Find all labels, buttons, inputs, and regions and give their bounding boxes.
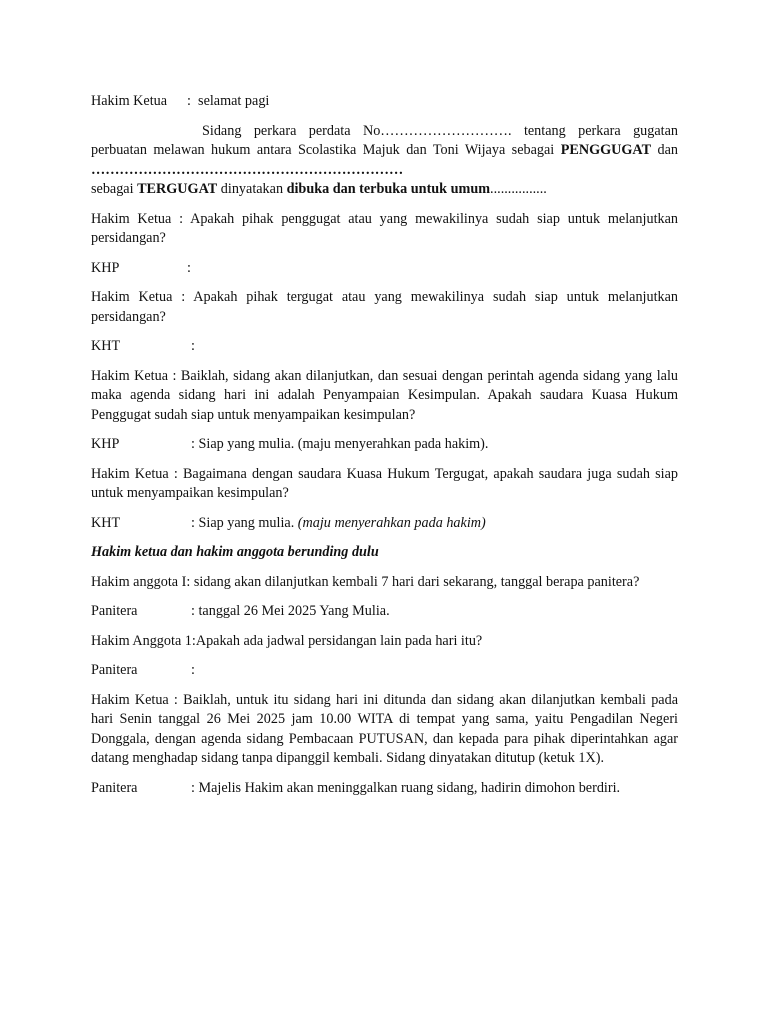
paragraph-hakim-anggota-2: Hakim Anggota 1:Apakah ada jadwal persidangan lain pada hari itu? xyxy=(91,632,483,649)
paragraph-kht-2 xyxy=(91,514,678,534)
paragraph-panitera-1 xyxy=(91,602,678,622)
penggugat-label: PENGGUGAT xyxy=(560,142,652,158)
speaker-label: KHP xyxy=(91,259,120,276)
speech-text: : tanggal 26 Mei 2025 Yang Mulia. xyxy=(191,603,390,619)
paragraph-panitera-2 xyxy=(91,661,678,681)
paragraph-hakim-ketua-3: Hakim Ketua : Baiklah, sidang akan dilanjutkan, dan sesuai dengan perintah agenda sidang yang lalu maka agenda sidang hari ini adalah Penyampaian Kesimpulan. Apakah saudara Kuasa Hukum Penggugat sudah siap untuk menyampaikan kesimpulan? xyxy=(91,367,678,423)
paragraph-panitera-3 xyxy=(91,779,678,799)
separator: : xyxy=(191,338,195,354)
paragraph-deliberation xyxy=(91,543,678,563)
separator: : xyxy=(187,93,191,109)
separator: : xyxy=(191,662,195,678)
speaker-label: Panitera xyxy=(91,662,138,678)
dinyatakan-text: dinyatakan xyxy=(220,181,284,197)
separator: : xyxy=(187,259,191,276)
dotted-fill: ………………………………………………………… xyxy=(91,161,404,178)
paragraph-hakim-ketua-1: Hakim Ketua : Apakah pihak penggugat atau yang mewakilinya sudah siap untuk melanjutkan persidangan? xyxy=(91,210,678,246)
paragraph-hakim-ketua-4: Hakim Ketua : Bagaimana dengan saudara Kuasa Hukum Tergugat, apakah saudara juga sudah siap untuk menyampaikan kesimpulan? xyxy=(91,465,678,501)
paragraph-opening xyxy=(91,122,678,200)
paragraph-hakim-ketua-2: Hakim Ketua : Apakah pihak tergugat atau yang mewakilinya sudah siap untuk melanjutkan persidangan? xyxy=(91,289,678,325)
speech-text: : Siap yang mulia. (maju menyerahkan pada hakim). xyxy=(191,436,489,452)
dibuka-text: dibuka dan terbuka untuk umum xyxy=(286,181,491,197)
speaker-label: KHT xyxy=(91,338,121,354)
paragraph-kht-1 xyxy=(91,337,678,357)
speaker-label: KHT xyxy=(91,514,121,531)
tergugat-label: TERGUGAT xyxy=(137,181,218,197)
paragraph-khp-1 xyxy=(91,259,678,279)
speaker-label: KHP xyxy=(91,436,120,452)
speaker-label: Panitera xyxy=(91,603,138,619)
speaker-label: Hakim Ketua xyxy=(91,93,168,109)
speech-text: : Siap yang mulia. xyxy=(191,514,295,531)
conjunction: dan xyxy=(657,142,679,158)
speech-text: : Majelis Hakim akan meninggalkan ruang sidang, hadirin dimohon berdiri. xyxy=(191,779,621,796)
opening-text: Sidang perkara perdata No………………………. tentang perkara gugatan perbuatan melawan hukum antara Scolastika Majuk dan Toni Wijaya sebagai xyxy=(91,122,678,158)
paragraph-khp-2 xyxy=(91,435,678,455)
dotted-tail: ................ xyxy=(490,181,547,197)
paragraph-hakim-anggota-1: Hakim anggota I: sidang akan dilanjutkan kembali 7 hari dari sekarang, tanggal berapa panitera? xyxy=(91,573,640,590)
stage-direction: (maju menyerahkan pada hakim) xyxy=(297,514,486,531)
speech-text: selamat pagi xyxy=(198,93,270,109)
document-page xyxy=(91,92,678,808)
paragraph-hakim-ketua-5: Hakim Ketua : Baiklah, untuk itu sidang hari ini ditunda dan sidang akan dilanjutkan kembali pada hari Senin tanggal 26 Mei 2025 jam 10.00 WITA di tempat yang sama, yaitu Pengadilan Negeri Donggala, dengan agenda sidang Pembacaan PUTUSAN, dan kepada para pihak diperintahkan agar datang menghadap sidang tanpa dipanggil kembali. Sidang dinyatakan ditutup (ketuk 1X). xyxy=(91,691,678,766)
deliberation-note: Hakim ketua dan hakim anggota berunding dulu xyxy=(91,544,379,560)
speaker-label: Panitera xyxy=(91,779,138,796)
sebagai-text: sebagai xyxy=(91,181,134,197)
paragraph-greeting xyxy=(91,92,678,112)
